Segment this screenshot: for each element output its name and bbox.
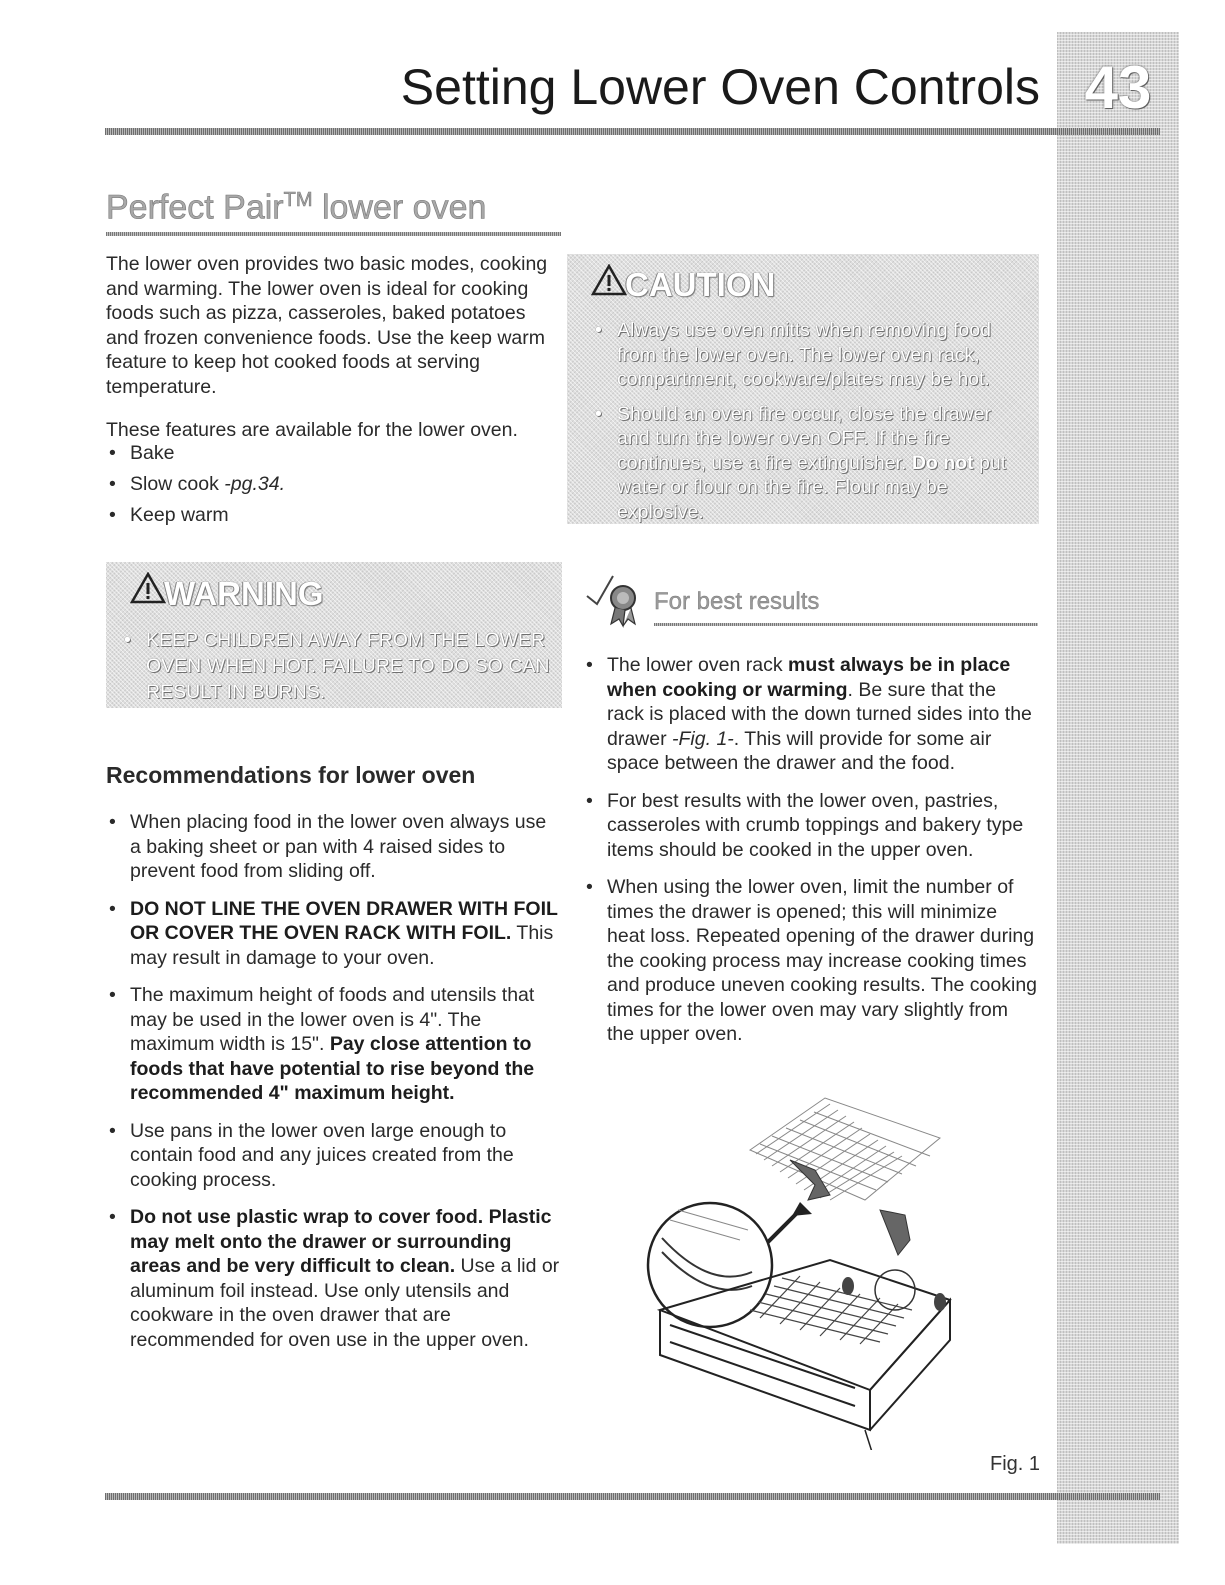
section-heading xyxy=(106,190,486,226)
item-text: . Be sure that the rack is placed with the down turned sides into the drawer xyxy=(607,678,1032,750)
item-emphasis: DO NOT LINE THE OVEN DRAWER WITH FOIL OR COVER THE OVEN RACK WITH FOIL. xyxy=(130,897,558,944)
mode-label: Bake xyxy=(130,442,175,464)
list-item xyxy=(583,875,1038,1047)
caution-box xyxy=(567,254,1039,524)
list-item xyxy=(106,897,561,971)
caution-text-tail: put water or flour on the fire. Flour may be explosive. xyxy=(617,451,1007,523)
item-text: When using the lower oven, limit the number of times the drawer is opened; this will minimize heat loss. Repeated opening of the drawer during the cooking process may increase cooking times and produce uneven cooking results. The cooking times for the lower oven may vary slightly from the upper oven. xyxy=(607,876,1038,1045)
caution-emphasis: Do not xyxy=(911,451,974,474)
figure-reference: -Fig. 1- xyxy=(672,727,734,750)
trademark-mark: TM xyxy=(283,189,313,211)
warning-triangle-icon xyxy=(591,264,627,296)
item-emphasis: Pay close attention to foods that have potential to rise beyond the recommended 4" maximum height. xyxy=(130,1033,535,1104)
item-text: . This will provide for some air space between the drawer and the food. xyxy=(607,727,992,774)
modes-list xyxy=(106,441,561,534)
figure-caption: Fig. 1 xyxy=(990,1453,1041,1475)
item-text: The maximum height of foods and utensils that may be used in the lower oven is 4". The maximum width is 15". xyxy=(130,984,535,1055)
item-emphasis: must always be in place when cooking or warming xyxy=(607,654,1011,701)
warning-list xyxy=(120,627,560,705)
list-item xyxy=(106,503,561,528)
recommendations-heading: Recommendations for lower oven xyxy=(106,762,476,788)
item-text: For best results with the lower oven, pastries, casseroles with crumb toppings and bakery type items should be cooked in the upper oven. xyxy=(607,789,1024,861)
warning-box xyxy=(106,562,562,708)
item-text: This may result in damage to your oven. xyxy=(130,922,554,969)
page-side-tab xyxy=(1057,32,1179,1544)
list-item xyxy=(583,653,1038,776)
item-text: Use a lid or aluminum foil instead. Use only utensils and cookware in the oven drawer that are recommended for oven use in the upper oven. xyxy=(130,1255,560,1351)
item-emphasis: Do not use plastic wrap to cover food. Plastic may melt onto the drawer or surrounding areas and be very difficult to clean. xyxy=(130,1206,552,1277)
caution-title: CAUTION xyxy=(625,266,776,303)
features-lead: These features are available for the lower oven. xyxy=(106,419,518,441)
list-item: • KEEP CHILDREN AWAY FROM THE LOWER OVEN WHEN HOT. FAILURE TO DO SO CAN RESULT IN BURNS. xyxy=(120,627,560,705)
list-item xyxy=(591,318,1026,392)
oven-drawer-illustration xyxy=(640,1090,980,1450)
footer-rule xyxy=(105,1493,1160,1500)
warning-title: WARNING xyxy=(164,575,324,612)
list-item xyxy=(591,402,1026,525)
best-results-rule xyxy=(654,623,1038,626)
mode-label: Slow cook xyxy=(130,473,225,495)
recommendations-list xyxy=(106,810,561,1365)
section-heading-brand: Perfect Pair xyxy=(106,188,284,227)
item-text: The lower oven rack xyxy=(607,654,788,676)
page-title: Setting Lower Oven Controls xyxy=(400,59,1040,115)
caution-list xyxy=(591,318,1026,534)
section-rule xyxy=(106,232,561,236)
list-item xyxy=(106,1119,561,1193)
best-results-heading: For best results xyxy=(654,588,820,615)
warning-triangle-icon xyxy=(130,572,166,604)
list-item xyxy=(106,472,561,497)
list-item xyxy=(106,1205,561,1352)
intro-paragraph: The lower oven provides two basic modes, cooking and warming. The lower oven is ideal for cooking foods such as pizza, casseroles, baked potatoes and frozen convenience foods. Use the keep warm feature to keep hot cooked foods at serving temperature. xyxy=(106,253,548,398)
section-heading-tail: lower oven xyxy=(321,188,487,227)
caution-text: Always use oven mitts when removing food from the lower oven. The lower oven rack, compartment, cookware/plates may be hot. xyxy=(617,319,991,390)
page-number: 43 xyxy=(1084,54,1152,121)
best-results-list xyxy=(583,653,1038,1060)
list-item xyxy=(106,983,561,1106)
list-item xyxy=(583,789,1038,863)
item-text: Use pans in the lower oven large enough to contain food and any juices created from the cooking process. xyxy=(130,1119,514,1191)
caution-text: Should an oven fire occur, close the drawer and turn the lower oven OFF. If the fire continues, use a fire extinguisher. xyxy=(617,402,991,474)
item-text: When placing food in the lower oven always use a baking sheet or pan with 4 raised sides to prevent food from sliding off. xyxy=(130,811,547,882)
mode-label: Keep warm xyxy=(130,504,229,526)
page-reference: -pg.34. xyxy=(224,473,286,495)
header-rule xyxy=(105,128,1160,135)
list-item xyxy=(106,810,561,884)
award-ribbon-icon xyxy=(583,566,645,628)
list-item xyxy=(106,441,561,466)
